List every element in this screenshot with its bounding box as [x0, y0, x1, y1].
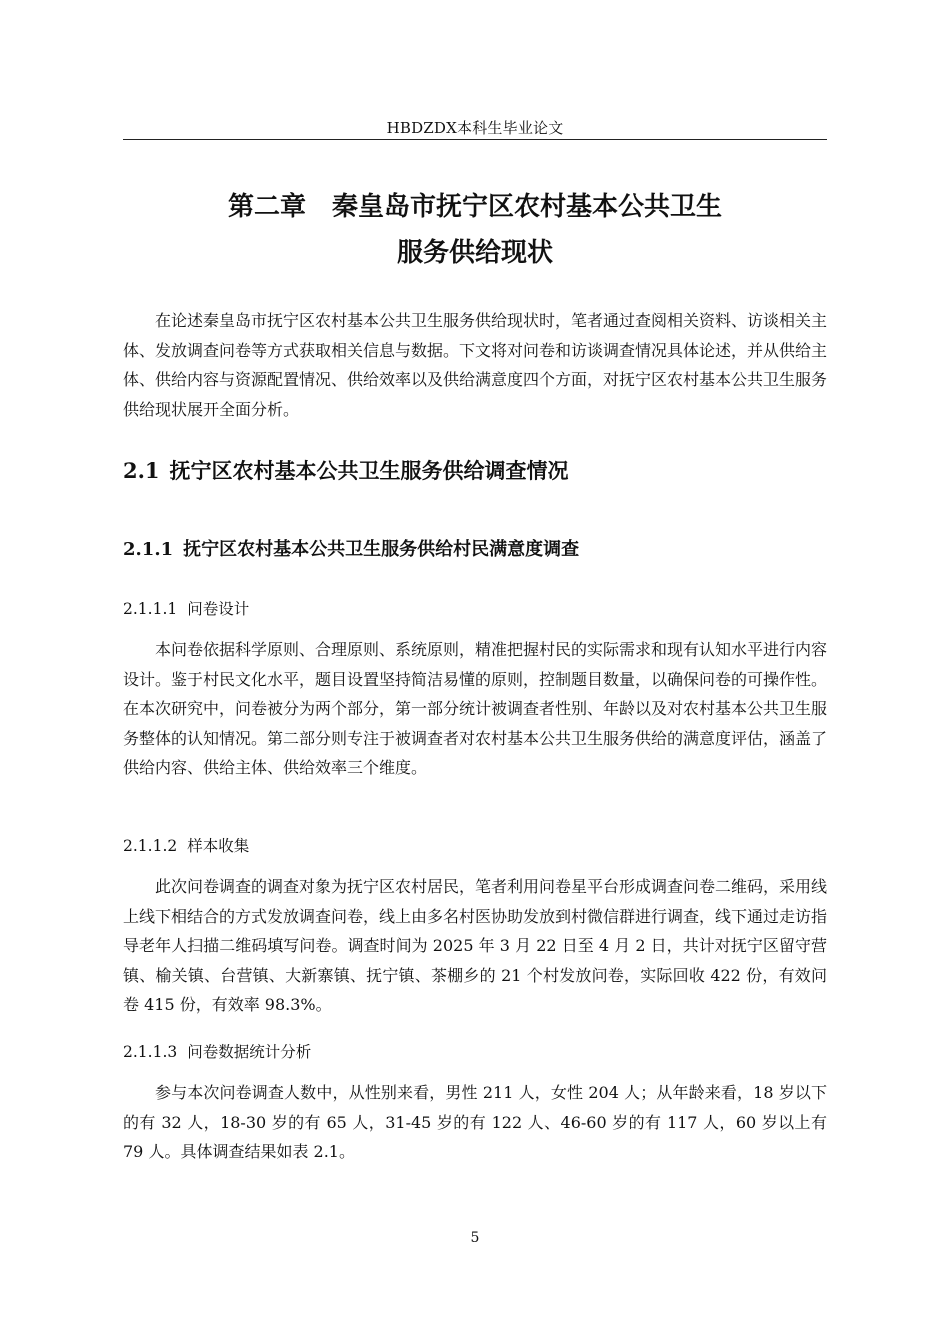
intro-paragraph: 在论述秦皇岛市抚宁区农村基本公共卫生服务供给现状时，笔者通过查阅相关资料、访谈相关主体、发放调查问卷等方式获取相关信息与数据。下文将对问卷和访谈调查情况具体论述，并从供给主体、供给内容与资源配置情况、供给效率以及供给满意度四个方面，对抚宁区农村基本公共卫生服务供给现状展开全面分析。 — [123, 311, 828, 419]
chapter-title — [123, 184, 827, 276]
chapter-title-line-2: 服务供给现状 — [396, 238, 553, 268]
section-number: 2.1.1.2 — [123, 837, 178, 855]
section-heading-2-1-1-3 — [123, 1040, 827, 1064]
section-heading-2-1 — [123, 455, 827, 487]
running-header: HBDZDX本科生毕业论文 — [386, 119, 564, 137]
section-heading-2-1-1-2 — [123, 834, 827, 858]
section-title: 样本收集 — [187, 837, 250, 855]
page-number: 5 — [470, 1230, 480, 1246]
chapter-label: 第二章 — [227, 192, 306, 222]
questionnaire-design-paragraph: 本问卷依据科学原则、合理原则、系统原则，精准把握村民的实际需求和现有认知水平进行内容设计。鉴于村民文化水平，题目设置坚持简洁易懂的原则，控制题目数量，以确保问卷的可操作性。在本次研究中，问卷被分为两个部分，第一部分统计被调查者性别、年龄以及对农村基本公共卫生服务整体的认知情况。第二部分则专注于被调查者对农村基本公共卫生服务供给的满意度评估，涵盖了供给内容、供给主体、供给效率三个维度。 — [123, 640, 828, 777]
header-rule — [123, 139, 827, 140]
sample-collection-paragraph: 此次问卷调查的调查对象为抚宁区农村居民，笔者利用问卷星平台形成调查问卷二维码，采用线上线下相结合的方式发放调查问卷，线上由多名村医协助发放到村微信群进行调查，线下通过走访指导老年人扫描二维码填写问卷。调查时间为 2025 年 3 月 22 日至 4 月 2 日，共计对抚宁区留守营镇、榆关镇、台营镇、大新寨镇、抚宁镇、茶棚乡的 21 个村发放问卷，实际回收 422 份，有效问卷 415 份，有效率 98.3%。 — [123, 877, 828, 1014]
section-number: 2.1 — [123, 458, 160, 483]
section-heading-2-1-1 — [123, 536, 827, 564]
section-number: 2.1.1.3 — [123, 1043, 178, 1061]
section-number: 2.1.1.1 — [123, 600, 178, 618]
section-title: 问卷设计 — [187, 600, 250, 618]
chapter-title-text: 秦皇岛市抚宁区农村基本公共卫生 — [332, 192, 723, 222]
section-heading-2-1-1-1 — [123, 597, 827, 621]
section-title: 问卷数据统计分析 — [187, 1043, 312, 1061]
chapter-title-line-1 — [123, 184, 827, 230]
section-number: 2.1.1 — [123, 539, 174, 560]
section-title: 抚宁区农村基本公共卫生服务供给调查情况 — [169, 458, 569, 483]
section-title: 抚宁区农村基本公共卫生服务供给村民满意度调查 — [183, 539, 580, 560]
statistics-paragraph: 参与本次问卷调查人数中，从性别来看，男性 211 人，女性 204 人；从年龄来看，18 岁以下的有 32 人，18-30 岁的有 65 人，31-45 岁的有 122 人、46-60 岁的有 117 人，60 岁以上有 79 人。具体调查结果如表 2.1。 — [123, 1083, 827, 1161]
